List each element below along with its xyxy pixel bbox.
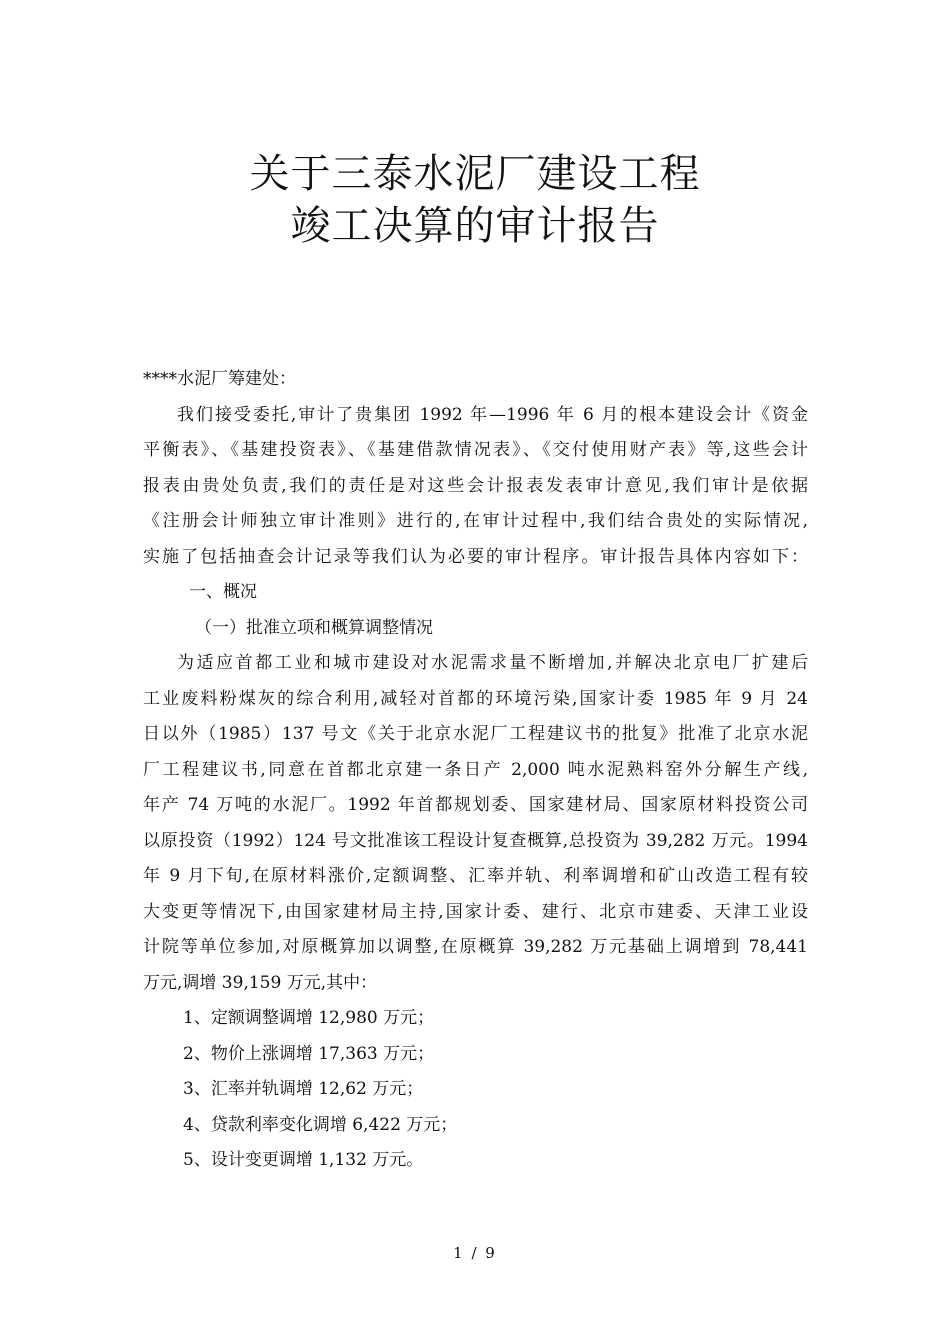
paragraph-1-line: 实施了包括抽查会计记录等我们认为必要的审计程序。审计报告具体内容如下： [143,546,808,567]
paragraph-2-line: 为适应首都工业和城市建设对水泥需求量不断增加,并解决北京电厂扩建后 [177,653,808,673]
paragraph-1-line: 《注册会计师独立审计准则》进行的,在审计过程中,我们结合贵处的实际情况, [143,511,808,531]
paragraph-1-line: 报表由贵处负责,我们的责任是对这些会计报表发表审计意见,我们审计是依据 [143,475,808,496]
subsection-heading-approval: （一）批准立项和概算调整情况 [195,617,433,638]
paragraph-2-line: 大变更等情况下,由国家建材局主持,国家计委、建行、北京市建委、天津工业设 [143,901,808,922]
paragraph-2-line: 工业废料粉煤灰的综合利用,减轻对首都的环境污染,国家计委 1985 年 9 月 24 [143,688,808,709]
page-number: 1 / 9 [453,1244,497,1262]
paragraph-1-line: 我们接受委托,审计了贵集团 1992 年—1996 年 6 月的根本建设会计《资金 [177,404,808,425]
report-title-line-2: 竣工决算的审计报告 [290,203,660,249]
report-title-line-1: 关于三泰水泥厂建设工程 [249,151,701,197]
paragraph-2-line: 厂工程建议书,同意在首都北京建一条日产 2,000 吨水泥熟料窑外分解生产线, [143,759,808,780]
paragraph-1-line: 平衡表》、《基建投资表》、《基建借款情况表》、《交付使用财产表》等,这些会计 [143,440,808,460]
paragraph-2-line: 计院等单位参加,对原概算加以调整,在原概算 39,282 万元基础上调增到 78,441 [143,937,808,957]
paragraph-2-line: 年 9 月下旬,在原材料涨价,定额调整、汇率并轨、利率调增和矿山改造工程有较 [143,866,808,886]
list-item: 2、物价上涨调增 17,363 万元； [183,1043,435,1064]
list-item: 4、贷款利率变化调增 6,422 万元； [183,1114,458,1135]
paragraph-2-line: 日以外（1985）137 号文《关于北京水泥厂工程建议书的批复》批准了北京水泥 [143,724,808,744]
list-item: 5、设计变更调增 1,132 万元。 [183,1150,424,1170]
salutation: ****水泥厂筹建处： [143,369,296,389]
section-heading-overview: 一、概况 [189,582,257,602]
list-item: 1、定额调整调增 12,980 万元； [183,1008,435,1028]
paragraph-2-line: 以原投资（1992）124 号文批准该工程设计复查概算,总投资为 39,282 万元。1994 [143,830,808,851]
report-body [143,362,808,1179]
paragraph-2-line: 年产 74 万吨的水泥厂。1992 年首都规划委、国家建材局、国家原材料投资公司 [143,795,808,815]
paragraph-2-line: 万元,调增 39,159 万元,其中： [143,972,378,993]
list-item: 3、汇率并轨调增 12,62 万元； [183,1079,424,1099]
